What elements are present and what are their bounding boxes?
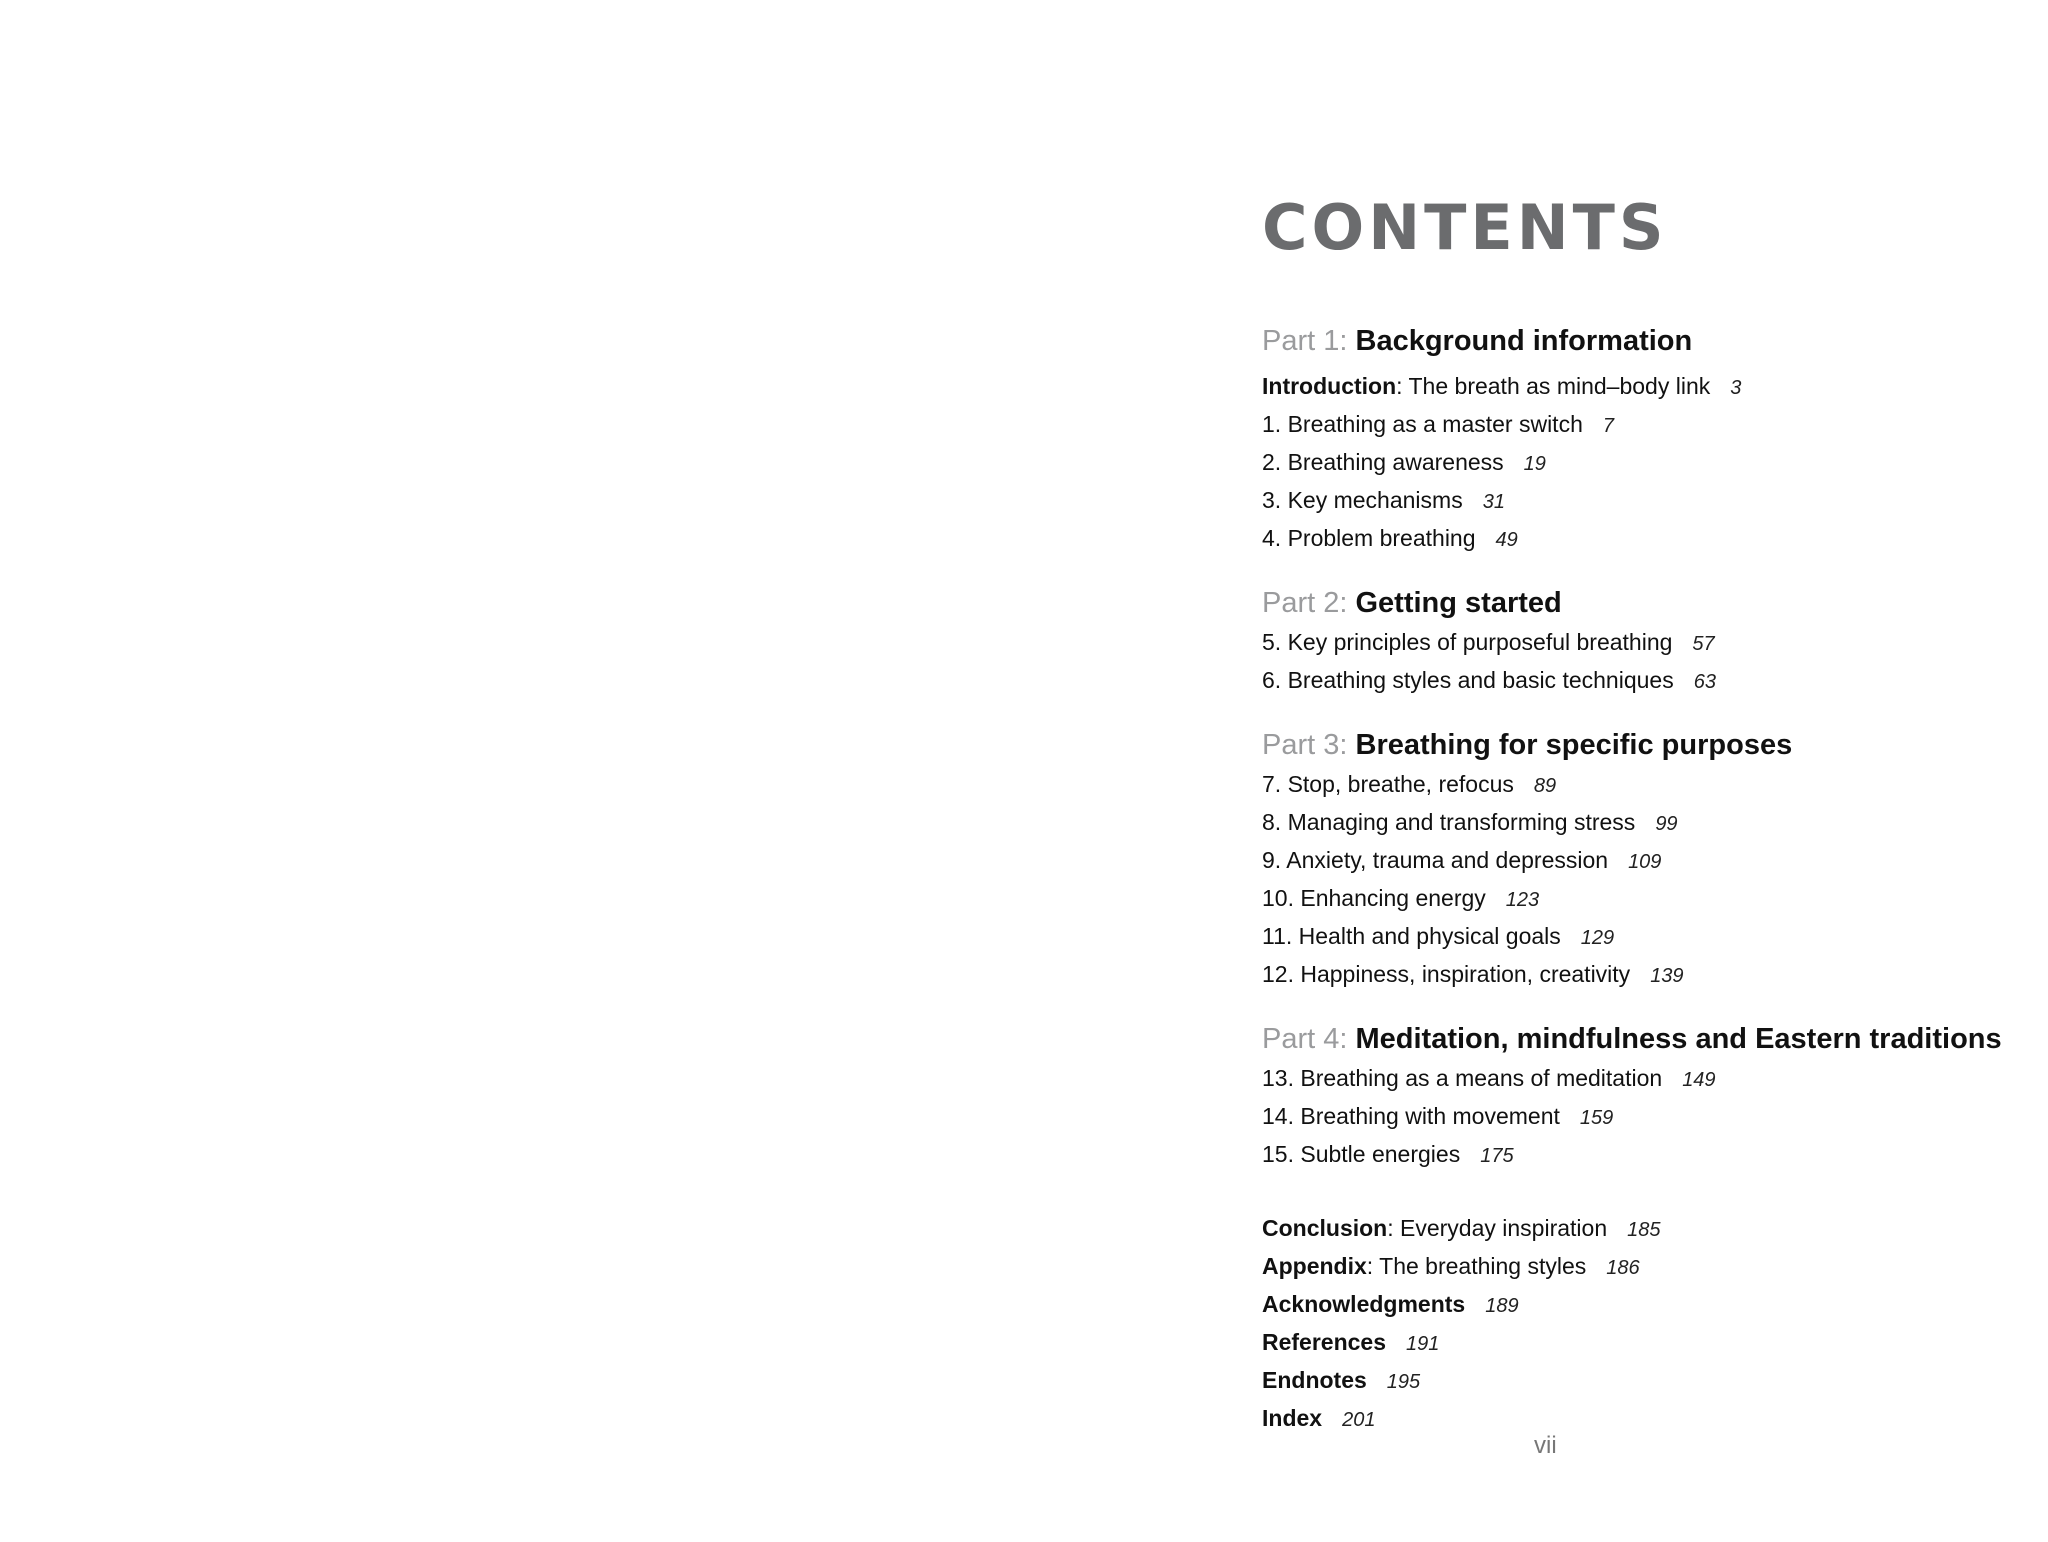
part-label: Part 4: (1262, 1023, 1348, 1055)
entry-lead: Appendix (1262, 1253, 1367, 1279)
page-number: 139 (1650, 965, 1684, 987)
toc-entry-introduction (1262, 368, 2002, 406)
part-label: Part 2: (1262, 587, 1348, 619)
toc-entry (1262, 1060, 2002, 1098)
entry-title: 13. Breathing as a means of meditation (1262, 1065, 1663, 1091)
toc-entry-conclusion (1262, 1210, 2002, 1248)
toc-entry (1262, 444, 2002, 482)
entry-lead: Acknowledgments (1262, 1291, 1466, 1317)
toc-entry (1262, 482, 2002, 520)
page-number: 63 (1693, 671, 1716, 693)
toc-entry-acknowledgments (1262, 1286, 2002, 1324)
entry-title: 10. Enhancing energy (1262, 885, 1486, 911)
toc-entry (1262, 804, 2002, 842)
entry-title: 9. Anxiety, trauma and depression (1262, 847, 1609, 873)
part-heading-1 (1262, 320, 2002, 362)
page-number: 175 (1480, 1145, 1514, 1167)
entry-lead: Index (1262, 1405, 1323, 1431)
toc-entry (1262, 918, 2002, 956)
entry-title: : The breathing styles (1366, 1253, 1587, 1279)
entry-title: 8. Managing and transforming stress (1262, 809, 1636, 835)
toc-entry (1262, 520, 2002, 558)
entry-title: 4. Problem breathing (1262, 525, 1476, 551)
page-number: 195 (1386, 1371, 1421, 1393)
toc-entry (1262, 1136, 2002, 1174)
page-folio: vii (1534, 1432, 1557, 1459)
page-title: CONTENTS (1262, 191, 1668, 264)
toc-entry-appendix (1262, 1248, 2002, 1286)
part-heading-2 (1262, 582, 2002, 624)
entry-title: 1. Breathing as a master switch (1262, 411, 1583, 437)
entry-lead: Endnotes (1262, 1367, 1367, 1393)
part-heading-3 (1262, 724, 2002, 766)
page-number: 89 (1533, 775, 1557, 797)
entry-title: 3. Key mechanisms (1262, 487, 1463, 513)
part-label: Part 1: (1262, 325, 1348, 357)
entry-title: : Everyday inspiration (1387, 1215, 1608, 1241)
part-label: Part 3: (1262, 729, 1348, 761)
entry-lead: Introduction (1262, 373, 1397, 399)
entry-title: 5. Key principles of purposeful breathing (1262, 629, 1673, 655)
page-number: 7 (1602, 415, 1614, 437)
toc-entry (1262, 766, 2002, 804)
page-number: 109 (1628, 851, 1662, 873)
toc-entry-endnotes (1262, 1362, 2002, 1400)
entry-title: 12. Happiness, inspiration, creativity (1262, 961, 1631, 987)
entry-title: 11. Health and physical goals (1262, 923, 1561, 949)
page-number: 57 (1692, 633, 1715, 655)
page-number: 186 (1606, 1257, 1640, 1279)
page-number: 149 (1682, 1069, 1716, 1091)
page-number: 129 (1580, 927, 1615, 949)
page-number: 19 (1523, 453, 1546, 475)
part-title: Meditation, mindfulness and Eastern traditions (1355, 1023, 2002, 1055)
toc-entry-references (1262, 1324, 2002, 1362)
page-number: 185 (1627, 1219, 1661, 1241)
page-number: 189 (1485, 1295, 1519, 1317)
entry-title: 6. Breathing styles and basic techniques (1262, 667, 1674, 693)
page-number: 201 (1342, 1409, 1376, 1431)
entry-title: : The breath as mind–body link (1396, 373, 1711, 399)
part-heading-4 (1262, 1018, 2002, 1060)
toc-entry (1262, 406, 2002, 444)
entry-title: 7. Stop, breathe, refocus (1262, 771, 1514, 797)
entry-title: 15. Subtle energies (1262, 1141, 1461, 1167)
toc-entry (1262, 956, 2002, 994)
toc-entry-index (1262, 1400, 2002, 1438)
right-page (1262, 0, 2022, 1542)
page-number: 159 (1579, 1107, 1614, 1129)
page-number: 191 (1406, 1333, 1440, 1355)
toc-entry (1262, 1098, 2002, 1136)
page-number: 49 (1495, 529, 1518, 551)
page-number: 99 (1655, 813, 1678, 835)
part-title: Breathing for specific purposes (1355, 729, 1793, 761)
toc-entry (1262, 842, 2002, 880)
entry-title: 2. Breathing awareness (1262, 449, 1504, 475)
part-title: Background information (1355, 325, 1693, 357)
toc-entry (1262, 624, 2002, 662)
toc-entry (1262, 880, 2002, 918)
entry-title: 14. Breathing with movement (1262, 1103, 1560, 1129)
table-of-contents (1262, 320, 2002, 1438)
entry-lead: References (1262, 1329, 1387, 1355)
part-title: Getting started (1355, 587, 1562, 619)
page-number: 123 (1505, 889, 1540, 911)
page-number: 31 (1482, 491, 1505, 513)
toc-entry (1262, 662, 2002, 700)
page-number: 3 (1730, 377, 1742, 399)
entry-lead: Conclusion (1262, 1215, 1388, 1241)
